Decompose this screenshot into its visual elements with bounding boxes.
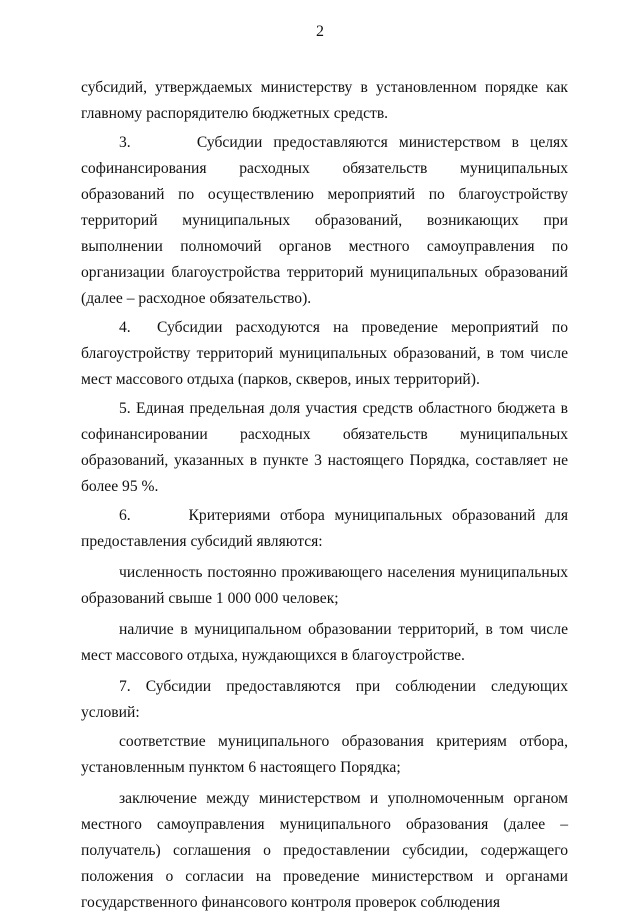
paragraph-item-5: 5. Единая предельная доля участия средств областного бюджета в софинансировании расходных обязательств муниципальных образований, указанных в пункте 3 настоящего Порядка, составляет не более 95 %. (81, 400, 568, 495)
paragraph-condition-agreement: заключение между министерством и уполномоченным органом местного самоуправления муниципального образования (далее – получатель) соглашения о предоставлении субсидии, содержащего положения о согласии на проведение министерством и органами государственного финансового контроля проверок соблюдения (81, 790, 568, 911)
paragraph-item-7: 7. Субсидии предоставляются при соблюдении следующих условий: (81, 678, 568, 721)
paragraph-criterion-territories: наличие в муниципальном образовании территорий, в том числе мест массового отдыха, нуждающихся в благоустройстве. (81, 621, 568, 664)
paragraph-item-4: 4. Субсидии расходуются на проведение мероприятий по благоустройству территорий муниципальных образований, в том числе мест массового отдыха (парков, скверов, иных территорий). (81, 319, 568, 388)
paragraph-item-6: 6. Критериями отбора муниципальных образований для предоставления субсидий являются: (81, 507, 568, 550)
page-number: 2 (316, 23, 324, 40)
paragraph-condition-criteria: соответствие муниципального образования критериям отбора, установленным пунктом 6 настоящего Порядка; (81, 733, 568, 776)
paragraph-item-3: 3. Субсидии предоставляются министерством в целях софинансирования расходных обязательств муниципальных образований по осуществлению мероприятий по благоустройству территорий муниципальных образований, возникающих при выполнении полномочий органов местного самоуправления по организации благоустройства территорий муниципальных образований (далее – расходное обязательство). (81, 134, 568, 307)
document-body (81, 75, 568, 916)
paragraph-continuation: субсидий, утверждаемых министерству в установленном порядке как главному распорядителю бюджетных средств. (81, 79, 568, 122)
paragraph-criterion-population: численность постоянно проживающего населения муниципальных образований свыше 1 000 000 человек; (81, 564, 568, 607)
